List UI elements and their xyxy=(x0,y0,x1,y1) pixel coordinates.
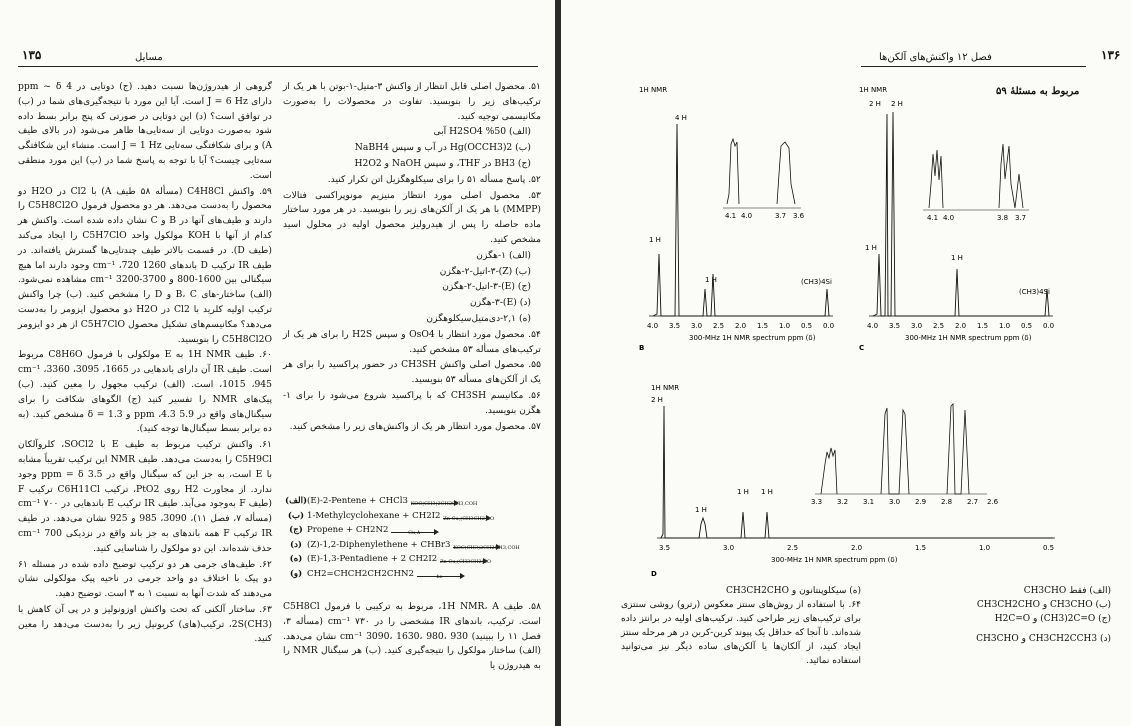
svg-text:3.7: 3.7 xyxy=(775,212,787,220)
svg-text:4.0: 4.0 xyxy=(943,214,955,222)
svg-text:1 H: 1 H xyxy=(761,488,773,496)
svg-text:3.1: 3.1 xyxy=(863,498,875,506)
problem-54: ۵۴. محصول مورد انتظار با OsO4 و سپس H2S را برای هر یک از ترکیب‌های مسأله ۵۳ مشخص کنید. xyxy=(283,328,541,355)
reaction-arrow: Zn-Cu,(CH3CH2)2O xyxy=(440,555,486,562)
option-item: (ه) سیکلوپنتانون و CH3CH2CHO xyxy=(725,586,861,596)
problems-column-right xyxy=(283,80,541,435)
svg-text:3.0: 3.0 xyxy=(691,322,703,330)
svg-text:3.0: 3.0 xyxy=(911,322,923,330)
x-axis-ticks xyxy=(659,544,1054,552)
svg-text:3.8: 3.8 xyxy=(997,214,1009,222)
svg-text:1.5: 1.5 xyxy=(757,322,769,330)
problem-53-d: (د) (E)-۳-هگزن xyxy=(470,297,531,309)
svg-text:0.0: 0.0 xyxy=(823,322,835,330)
svg-text:2.0: 2.0 xyxy=(955,322,967,330)
inset-multiplet xyxy=(947,404,969,494)
problem-63: ۶۳. ساختار آلکنی که تحت واکنش اوزونولیز و در پی آن کاهش با (CH3)2S، ترکیب(های) کربونیل زیر را به‌دست می‌دهد را معین کنید. xyxy=(18,603,272,645)
running-header: مسایل xyxy=(135,52,163,63)
problem-56: ۵۶. مکانیسم CH3SH که با پراکسید شروع می‌شود را برای ۱-هگزن بنویسید. xyxy=(283,389,541,416)
svg-text:1.5: 1.5 xyxy=(915,544,927,552)
svg-text:B: B xyxy=(639,344,645,352)
reaction-row: (ج) Propene + CH2N2 Cu,Δ xyxy=(285,523,540,538)
spectrum-trace xyxy=(653,124,829,316)
reaction-row: (ه) (E)-1,3-Pentadiene + 2 CH2I2 Zn-Cu,(CH3CH2)2O xyxy=(289,554,491,565)
x-axis-label: 300-MHz 1H NMR spectrum ppm (δ) xyxy=(689,334,816,342)
svg-text:2.5: 2.5 xyxy=(787,544,799,552)
svg-text:4.1: 4.1 xyxy=(725,212,737,220)
problem-51-a: (الف) H2SO4 %50 آبی xyxy=(433,126,531,138)
inset-multiplet xyxy=(999,144,1023,208)
svg-text:2 H: 2 H xyxy=(651,396,663,404)
problem-57: ۵۷. محصول مورد انتظار هر یک از واکنش‌های زیر را مشخص کنید. xyxy=(289,420,541,432)
svg-text:0.5: 0.5 xyxy=(1043,544,1055,552)
svg-text:300-MHz 1H NMR spectrum ppm (δ: 300-MHz 1H NMR spectrum ppm (δ) xyxy=(905,334,1032,342)
svg-text:2.9: 2.9 xyxy=(915,498,927,506)
option-item: (د) CH3CHO و CH3CH2CCH3 xyxy=(976,634,1111,644)
svg-text:4.0: 4.0 xyxy=(867,322,879,330)
problem-60: ۶۰. طیف 1H NMR به E مولکولی با فرمول C8H6O مربوط است. طیف IR آن دارای باندهایی در cm⁻¹ ،3360 ،3095 ،1665 ،1015 ،945 است. (الف) ترکیب مجهول را معین کنید. (ب) پیک‌های NMR را تفسیر کنید (ج) الگوهای شکافت را برای سیگنال‌های واقع در 5.9 ppm ،4.3 و 1.3 = δ مشخص کنید. (به ده برابر بسط سیگنال‌ها توجه کنید). xyxy=(18,349,273,435)
svg-text:(CH3)4Si: (CH3)4Si xyxy=(1019,288,1050,296)
problem-53-c: (ج) (E)-۳-اتیل-۲-هگزن xyxy=(442,281,531,293)
svg-text:4 H: 4 H xyxy=(675,114,687,122)
svg-text:2.8: 2.8 xyxy=(941,498,953,506)
svg-text:1 H: 1 H xyxy=(695,506,707,514)
problem-61: ۶۱. واکنش ترکیب مربوط به طیف E با SOCl2، کلروآلکان C5H9Cl را به‌دست می‌دهد. طیف NMR این ترکیب تقریباً مشابه با E است، به جز این که سیگنال واقع در 3.5 ppm = δ وجود ندارد. از مجاورت H2 روی PtO2، ترکیب C6H11Cl ترکیب F (طیف F به‌وجود می‌آید. طیف IR ترکیب E باندهایی در cm⁻¹ ۷۰۰ (مسأله ۷، فصل ۱۱)، 3090، 985 و 925 نشان می‌دهد. در طیف IR ترکیب F همه باندهای به جز باند واقع در نزدیکی 700 cm⁻¹ حذف شده‌اند. این دو مولکول را شناسایی کنید. xyxy=(18,439,273,554)
inset-multiplet xyxy=(777,142,795,204)
left-page xyxy=(0,0,555,726)
spectrum-trace xyxy=(661,406,1053,538)
nmr-spectrum-c xyxy=(859,84,1057,352)
svg-text:4.0: 4.0 xyxy=(741,212,753,220)
svg-text:1H NMR: 1H NMR xyxy=(859,86,888,94)
x-axis-ticks xyxy=(647,322,834,330)
svg-text:300-MHz 1H NMR spectrum ppm (δ: 300-MHz 1H NMR spectrum ppm (δ) xyxy=(771,556,898,564)
reaction-arrow: Zn-Cu,(CH3CH2)2O xyxy=(443,512,489,519)
x-axis-ticks xyxy=(867,322,1054,330)
svg-text:2.0: 2.0 xyxy=(851,544,863,552)
section-heading: مربوط به مسئلهٔ ۵۹ xyxy=(996,86,1080,97)
svg-text:D: D xyxy=(651,570,657,578)
problem-59: ۵۹. واکنش C4H8Cl (مسأله ۵۸ طیف A) با Cl2 در H2O دو محصول را به‌دست می‌دهد. هر دو محصول فرمول C5H8Cl2O را دارند و طیف‌های آنها در B و C نشان داده شده است. واکنش هر کدام از آنها با KOH مولکول واحد C5H7ClO را ایجاد می‌کند (طیف D). در قسمت بالاتر طیف چندتایی‌ها گسترش یافته‌اند. در طیف IR ترکیب D باندهای 1260 cm⁻¹ ،720 وجود دارند اما هیچ سیگنالی بین 1600-800 و 3700-3200 cm⁻¹ مشاهده نمی‌شود. (الف) ساختار-های B، C و D را مشخص کنید. (ب) چرا واکنش ترکیب اولیه کلرید با Cl2 در H2O دو محصول ایزومر را به‌دست می‌دهد؟ مکانیسم‌های تشکیل محصول C5H7ClO از هر دو ایزومر C5H8Cl2O را بنویسید. xyxy=(18,185,273,345)
svg-text:C: C xyxy=(859,344,865,352)
svg-text:3.3: 3.3 xyxy=(811,498,823,506)
svg-text:3.2: 3.2 xyxy=(837,498,849,506)
svg-text:1.5: 1.5 xyxy=(977,322,989,330)
svg-text:2.5: 2.5 xyxy=(713,322,725,330)
running-header: فصل ۱۲ واکنش‌های آلکن‌ها xyxy=(879,52,992,63)
header-rule xyxy=(18,66,538,67)
svg-text:0.0: 0.0 xyxy=(1043,322,1055,330)
svg-text:0.5: 0.5 xyxy=(1021,322,1033,330)
problem-64: ۶۴. با استفاده از روش‌های سنتز معکوس (رترو) روشی سنتزی برای ترکیب‌های زیر طراحی کنید. ترکیب‌های اولیه در برانتز داده شده‌اند. تا آنجا که حداقل یک پیوند کربن-کربن در هر مرحله سنتز ایجاد کنید، از آلکان‌ها یا آلکن‌های ساده دیگر نیز می‌توانید استفاده نمائید. xyxy=(621,600,861,666)
option-item: (الف) CH3CHO فقط xyxy=(1023,586,1111,596)
right-page xyxy=(561,0,1131,726)
svg-text:4.1: 4.1 xyxy=(927,214,939,222)
problem-53-e: (ه) ۲,۱-دی‌متیل‌سیکلوهگزن xyxy=(426,312,531,324)
inset-multiplet xyxy=(881,408,909,494)
svg-text:(CH3)4Si: (CH3)4Si xyxy=(801,278,832,286)
svg-text:0.5: 0.5 xyxy=(801,322,813,330)
svg-text:3.5: 3.5 xyxy=(889,322,901,330)
spectrum-title: 1H NMR xyxy=(639,86,668,94)
nmr-spectrum-b xyxy=(639,84,837,352)
svg-text:2 H: 2 H xyxy=(869,100,881,108)
reaction-arrow: Cu,Δ xyxy=(391,526,437,533)
reaction-arrow: KOC(CH3)2CH2CH3,COH xyxy=(453,541,499,548)
reaction-row: (ب) 1-Methylcyclohexane + CH2I2 Zn-Cu,(CH3CH2)2O xyxy=(287,510,495,522)
svg-text:1.0: 1.0 xyxy=(999,322,1011,330)
svg-text:1 H: 1 H xyxy=(737,488,749,496)
inset-multiplet xyxy=(821,448,837,494)
svg-text:3.0: 3.0 xyxy=(723,544,735,552)
problem-52: ۵۲. پاسخ مسأله ۵۱ را برای سیکلوهگزیل اتن تکرار کنید. xyxy=(327,173,541,185)
options-list xyxy=(941,584,1111,646)
reaction-row: (و) CH2=CHCH2CH2CHN2 hν xyxy=(285,567,540,582)
svg-text:4.0: 4.0 xyxy=(647,322,659,330)
problem-53-a: (الف) ۱-هگزن xyxy=(476,249,531,261)
problem-58: ۵۸. طیف 1H NMR، A، مربوط به ترکیبی با فرمول C5H8Cl است. ترکیب، باندهای IR مشخصی را در cm⁻¹ ۷۳۰ (مسأله ۳، فصل ۱۱ را ببینید) 930 ،980 ،1630 ،3090 cm⁻¹ نشان می‌دهد. (الف) ساختار مولکول را نتیجه‌گیری کنید. (ب) هر سیگنال NMR را به هیدروژن یا xyxy=(283,601,542,672)
svg-text:1 H: 1 H xyxy=(649,236,661,244)
problem-64-block xyxy=(621,584,861,668)
reaction-list xyxy=(285,494,540,581)
svg-text:3.5: 3.5 xyxy=(659,544,671,552)
problems-column-left xyxy=(18,80,272,648)
svg-text:3.5: 3.5 xyxy=(669,322,681,330)
svg-text:2.7: 2.7 xyxy=(967,498,979,506)
problem-51-c: (ج) BH3 در THF، و سپس NaOH و H2O2 xyxy=(354,157,531,169)
svg-text:2.5: 2.5 xyxy=(933,322,945,330)
svg-text:1 H: 1 H xyxy=(705,276,717,284)
svg-text:3.0: 3.0 xyxy=(889,498,901,506)
inset-multiplet xyxy=(929,150,943,208)
problem-55: ۵۵. محصول اصلی واکنش CH3SH در حضور پراکسید را برای هر یک از آلکن‌های مسأله ۵۳ بنویسید. xyxy=(283,359,542,386)
problem-51-b: (ب) Hg(OCCH3)2 در آب و سپس NaBH4 xyxy=(354,142,531,154)
svg-text:1 H: 1 H xyxy=(865,244,877,252)
reaction-row: (الف)(E)-2-Pentene + CHCl3 KOC(CH3)2CH2CH3,COH xyxy=(285,496,478,507)
problem-62: ۶۲. طیف‌های جرمی هر دو ترکیب توضیح داده شده در مسئله ۶۱ دو پیک با اختلاف دو واحد جرمی در ناحیه پیک مولکولی نشان می‌دهند که شدت آنها به نسبت ۱ به ۳ است. توضیح دهید. xyxy=(18,558,272,600)
svg-text:3.7: 3.7 xyxy=(1015,214,1027,222)
svg-text:3.6: 3.6 xyxy=(793,212,805,220)
inset-multiplet xyxy=(727,139,739,204)
svg-text:1H NMR: 1H NMR xyxy=(651,384,680,392)
svg-text:1 H: 1 H xyxy=(951,254,963,262)
problem-53: ۵۳. محصول اصلی مورد انتظار منیزیم مونوپراکسی فتالات (MMPP) با هر یک از آلکن‌های زیر را بنویسید. در هر مورد ساختار ماده حاصله را پس از هیدرولیز محصول اولیه در محلول اسید مشخص کنید. xyxy=(283,189,541,245)
problem-53-b: (ب) (Z)-۳-اتیل-۲-هگزن xyxy=(439,265,531,277)
svg-text:2.0: 2.0 xyxy=(735,322,747,330)
reaction-arrow: KOC(CH3)2CH2CH3,COH xyxy=(411,497,457,504)
reaction-arrow: hν xyxy=(417,570,463,577)
svg-text:2 H: 2 H xyxy=(891,100,903,108)
page-number: ۱۳۶ xyxy=(1101,48,1121,62)
problem-58-cont: گروهی از هیدروژن‌ها نسبت دهید. (ج) دوتایی در 4 ppm ~ δ دارای J = 6 Hz است. آیا این مورد با نتیجه‌گیری‌های شما در (ب) در توافق است؟ (د) این دوتایی در صورتی که پنج برابر بسط داده شود به‌صورت دوتایی از سه‌تایی‌ها ظاهر می‌شود (در بالای طیف A) و برای شکافتگی سه‌تایی J = 1 Hz است. منشاء این شکافتگی سه‌تایی چیست؟ آیا با توجه به پاسخ شما در (ب) این مورد منطقی است. xyxy=(18,81,273,181)
header-rule xyxy=(861,66,1086,67)
problem-51: ۵۱. محصول اصلی قابل انتظار از واکنش ۳-متیل-۱-بوتن با هر یک از ترکیب‌های زیر را بنویسید. تفاوت در محصولات را به‌صورت مکانیسمی توجیه کنید. xyxy=(283,81,541,122)
option-item: (ج) H2C=O و (CH3)2C=O xyxy=(994,614,1111,624)
nmr-spectrum-d xyxy=(651,384,1061,578)
svg-text:1.0: 1.0 xyxy=(779,322,791,330)
option-item: (ب) CH3CH2CHO و CH3CHO xyxy=(976,600,1111,610)
svg-text:1.0: 1.0 xyxy=(979,544,991,552)
svg-text:2.6: 2.6 xyxy=(987,498,999,506)
reaction-row: (د) (Z)-1,2-Diphenylethene + CHBr3 KOC(CH3)2CH2CH3,COH xyxy=(290,539,520,551)
page-number: ۱۳۵ xyxy=(22,48,42,62)
